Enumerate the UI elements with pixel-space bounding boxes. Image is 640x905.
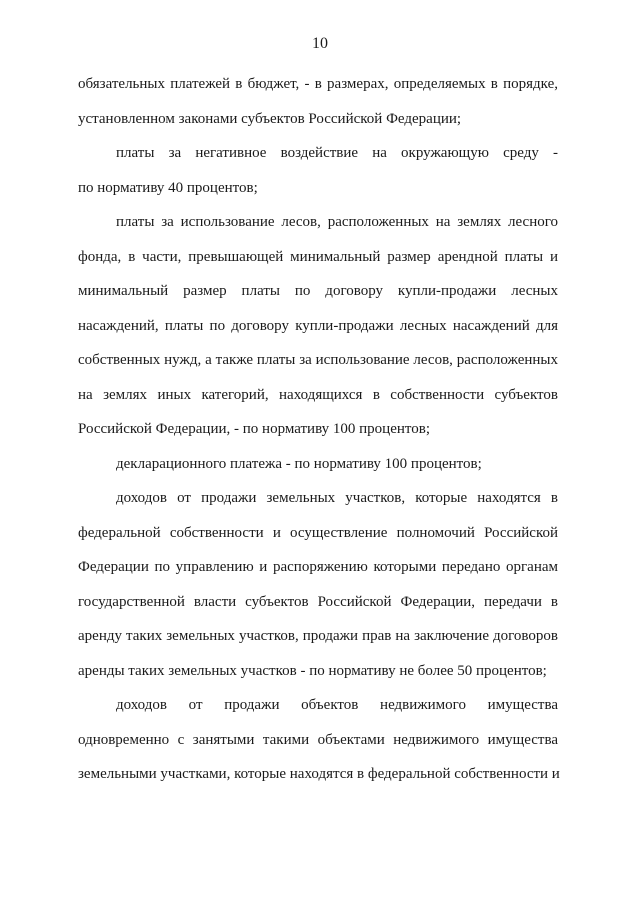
text-line: фонда, в части, превышающей минимальный размер арендной платы и: [78, 248, 558, 265]
text-line: обязательных платежей в бюджет, - в размерах, определяемых в порядке,: [78, 76, 558, 92]
text-line: Российской Федерации, - по нормативу 100 процентов;: [78, 421, 430, 437]
text-line: земельными участками, которые находятся в федеральной собственности и: [78, 766, 560, 782]
text-line: установленном законами субъектов Российской Федерации;: [78, 110, 462, 127]
text-line: федеральной собственности и осуществление полномочий Российской: [78, 524, 558, 541]
text-line: собственных нужд, а также платы за использование лесов, расположенных: [78, 352, 558, 368]
text-line: по нормативу 40 процентов;: [78, 179, 258, 196]
text-line: Федерации по управлению и распоряжению которыми передано органам: [78, 559, 558, 575]
text-line: минимальный размер платы по договору купли-продажи лесных: [78, 283, 558, 299]
document-body: [78, 72, 558, 797]
text-line: аренды таких земельных участков - по нормативу не более 50 процентов;: [78, 662, 547, 679]
text-line: декларационного платежа - по нормативу 100 процентов;: [116, 455, 482, 472]
page-number: 10: [312, 35, 328, 52]
text-line: насаждений, платы по договору купли-продажи лесных насаждений для: [78, 317, 558, 334]
text-line: одновременно с занятыми такими объектами недвижимого имущества: [78, 731, 558, 748]
text-line: на землях иных категорий, находящихся в собственности субъектов: [78, 386, 558, 403]
text-line: платы за негативное воздействие на окружающую среду -: [116, 145, 558, 161]
text-line: доходов от продажи земельных участков, которые находятся в: [116, 490, 558, 506]
text-line: доходов от продажи объектов недвижимого имущества: [116, 697, 558, 713]
text-line: аренду таких земельных участков, продажи прав на заключение договоров: [78, 628, 558, 644]
text-line: платы за использование лесов, расположенных на землях лесного: [116, 214, 558, 230]
text-line: государственной власти субъектов Российской Федерации, передачи в: [78, 593, 558, 610]
